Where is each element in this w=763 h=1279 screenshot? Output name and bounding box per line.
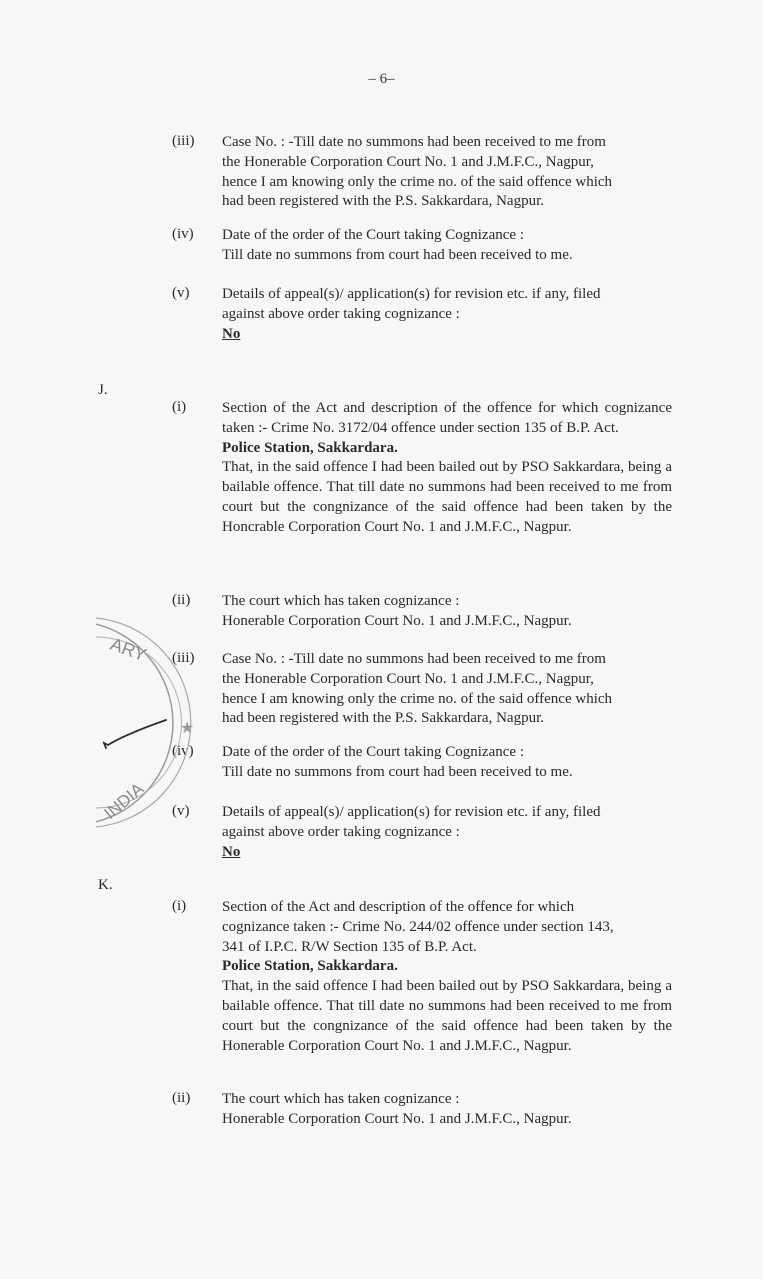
text-line: Till date no summons from court had been received to me. <box>222 763 573 780</box>
text-line: Till date no summons from court had been received to me. <box>222 246 573 263</box>
text-line: the Honerable Corporation Court No. 1 and J.M.F.C., Nagpur, <box>222 153 594 170</box>
item-number: (iv) <box>172 226 194 242</box>
text-line: Date of the order of the Court taking Cognizance : <box>222 227 524 243</box>
text-line: cognizance taken :- Crime No. 244/02 offence under section 143, <box>222 918 614 935</box>
item-number: (ii) <box>172 592 191 608</box>
text-line: had been registered with the P.S. Sakkardara, Nagpur. <box>222 710 544 727</box>
item-number: (iv) <box>172 743 194 759</box>
text-line: 341 of I.P.C. R/W Section 135 of B.P. Act. <box>222 938 477 955</box>
text-line: against above order taking cognizance : <box>222 305 460 322</box>
text-line: Honerable Corporation Court No. 1 and J.M.F.C., Nagpur. <box>222 612 572 629</box>
page-number: – 6– <box>368 71 395 87</box>
text-line: Honerable Corporation Court No. 1 and J.M.F.C., Nagpur. <box>222 1110 572 1127</box>
item-number: (i) <box>172 399 187 415</box>
stamp-star-icon: ★ <box>180 720 195 737</box>
text-line: Case No. : -Till date no summons had been received to me from <box>222 134 606 150</box>
item-number: (iii) <box>172 133 195 149</box>
section-letter-j: J. <box>98 382 108 398</box>
notary-stamp <box>96 615 206 830</box>
item-number: (v) <box>172 285 190 301</box>
signature-stroke <box>104 720 166 748</box>
text-line: The court which has taken cognizance : <box>222 1091 460 1107</box>
police-station: Police Station, Sakkardara. <box>222 958 398 975</box>
text-line: hence I am knowing only the crime no. of the said offence which <box>222 690 613 707</box>
item-number: (ii) <box>172 1090 191 1106</box>
text-line: Section of the Act and description of the offence for which <box>222 899 575 915</box>
text-line: The court which has taken cognizance : <box>222 593 460 609</box>
offence-description: Section of the Act and description of the offence for which cognizance taken :- Crime No. 3172/04 offence under section 135 of B.P. Act. <box>222 400 672 436</box>
text-line: hence I am knowing only the crime no. of the said offence which <box>222 173 613 190</box>
stamp-text-bottom: INDIA <box>100 779 148 823</box>
text-line: had been registered with the P.S. Sakkardara, Nagpur. <box>222 193 544 210</box>
stamp-text-top: ARY <box>107 633 150 666</box>
text-line: Case No. : -Till date no summons had been received to me from <box>222 651 606 667</box>
item-number: (i) <box>172 898 187 914</box>
section-letter-k: K. <box>98 877 113 893</box>
bail-paragraph: That, in the said offence I had been bailed out by PSO Sakkardara, being a bailable offence. That till date no summons had been received to me from court but the congnizance of the said offence had been taken by the Honcrable Corporation Court No. 1 and J.M.F.C., Nagpur. <box>222 459 672 535</box>
text-line: the Honerable Corporation Court No. 1 and J.M.F.C., Nagpur, <box>222 670 594 687</box>
bail-paragraph: That, in the said offence I had been bailed out by PSO Sakkardara, being a bailable offence. That till date no summons had been received to me from court but the congnizance of the said offence had been taken by the Honerable Corporation Court No. 1 and J.M.F.C., Nagpur. <box>222 978 672 1054</box>
answer-no: No <box>222 843 241 860</box>
answer-no: No <box>222 325 241 342</box>
item-number: (v) <box>172 803 190 819</box>
text-line: against above order taking cognizance : <box>222 823 460 840</box>
text-line: Details of appeal(s)/ application(s) for revision etc. if any, filed <box>222 286 601 302</box>
police-station: Police Station, Sakkardara. <box>222 439 398 456</box>
text-line: Date of the order of the Court taking Cognizance : <box>222 744 524 760</box>
text-line: Details of appeal(s)/ application(s) for revision etc. if any, filed <box>222 804 601 820</box>
item-number: (iii) <box>172 650 195 666</box>
